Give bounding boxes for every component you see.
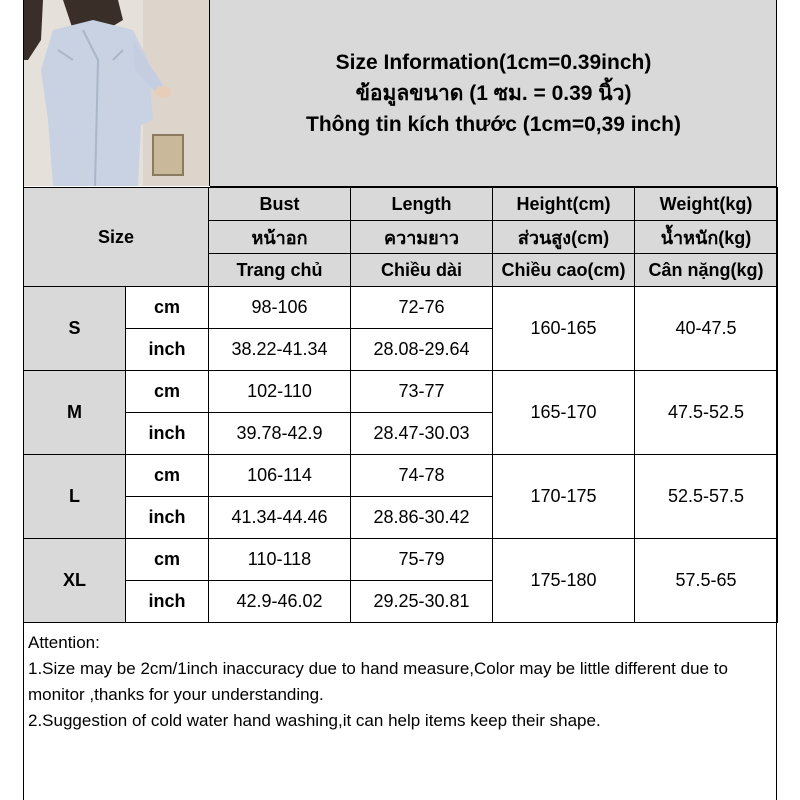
header-line-vietnamese: Thông tin kích thước (1cm=0,39 inch): [306, 112, 681, 136]
unit-cm: cm: [126, 455, 209, 497]
attention-notes: [23, 627, 777, 800]
length-inch-value: 28.86-30.42: [351, 497, 493, 539]
size-label-s: S: [24, 287, 126, 371]
size-table: [23, 187, 778, 623]
unit-inch: inch: [126, 413, 209, 455]
length-cm-value: 72-76: [351, 287, 493, 329]
length-cm-value: 74-78: [351, 455, 493, 497]
weight-value: 52.5-57.5: [635, 455, 778, 539]
col-bust-vi: Trang chủ: [209, 254, 351, 287]
col-bust-en: Bust: [209, 188, 351, 221]
length-cm-value: 75-79: [351, 539, 493, 581]
unit-cm: cm: [126, 539, 209, 581]
size-title-cell: Size: [24, 188, 209, 287]
col-length-vi: Chiều dài: [351, 254, 493, 287]
height-value: 170-175: [493, 455, 635, 539]
attention-note-2: 2.Suggestion of cold water hand washing,it can help items keep their shape.: [28, 711, 601, 730]
header-line-thai: ข้อมูลขนาด (1 ซม. = 0.39 นิ้ว): [355, 81, 632, 105]
weight-value: 57.5-65: [635, 539, 778, 623]
col-weight-vi: Cân nặng(kg): [635, 254, 778, 287]
length-inch-value: 28.08-29.64: [351, 329, 493, 371]
col-weight-en: Weight(kg): [635, 188, 778, 221]
table-row: [24, 455, 778, 497]
product-photo: [23, 0, 210, 186]
col-height-vi: Chiều cao(cm): [493, 254, 635, 287]
unit-inch: inch: [126, 497, 209, 539]
table-row: [24, 371, 778, 413]
model-shirt-image: [23, 0, 209, 186]
length-cm-value: 73-77: [351, 371, 493, 413]
bust-cm-value: 98-106: [209, 287, 351, 329]
bust-inch-value: 39.78-42.9: [209, 413, 351, 455]
unit-inch: inch: [126, 329, 209, 371]
col-height-en: Height(cm): [493, 188, 635, 221]
unit-cm: cm: [126, 371, 209, 413]
height-value: 165-170: [493, 371, 635, 455]
size-label-xl: XL: [24, 539, 126, 623]
col-length-en: Length: [351, 188, 493, 221]
size-label-l: L: [24, 455, 126, 539]
col-height-th: ส่วนสูง(cm): [493, 221, 635, 254]
size-label-m: M: [24, 371, 126, 455]
table-row: [24, 539, 778, 581]
size-information-header: [210, 0, 777, 187]
height-value: 160-165: [493, 287, 635, 371]
bust-cm-value: 110-118: [209, 539, 351, 581]
col-weight-th: น้ำหนัก(kg): [635, 221, 778, 254]
attention-title: Attention:: [28, 633, 100, 652]
size-chart: [23, 0, 777, 800]
attention-note-1: 1.Size may be 2cm/1inch inaccuracy due to hand measure,Color may be little different due to monitor ,thanks for your understanding.: [28, 659, 728, 704]
bust-cm-value: 102-110: [209, 371, 351, 413]
bust-inch-value: 42.9-46.02: [209, 581, 351, 623]
bust-inch-value: 38.22-41.34: [209, 329, 351, 371]
bust-inch-value: 41.34-44.46: [209, 497, 351, 539]
height-value: 175-180: [493, 539, 635, 623]
col-bust-th: หน้าอก: [209, 221, 351, 254]
unit-inch: inch: [126, 581, 209, 623]
col-length-th: ความยาว: [351, 221, 493, 254]
table-row: [24, 287, 778, 329]
length-inch-value: 29.25-30.81: [351, 581, 493, 623]
weight-value: 40-47.5: [635, 287, 778, 371]
weight-value: 47.5-52.5: [635, 371, 778, 455]
header-line-english: Size Information(1cm=0.39inch): [335, 50, 652, 74]
bust-cm-value: 106-114: [209, 455, 351, 497]
unit-cm: cm: [126, 287, 209, 329]
length-inch-value: 28.47-30.03: [351, 413, 493, 455]
